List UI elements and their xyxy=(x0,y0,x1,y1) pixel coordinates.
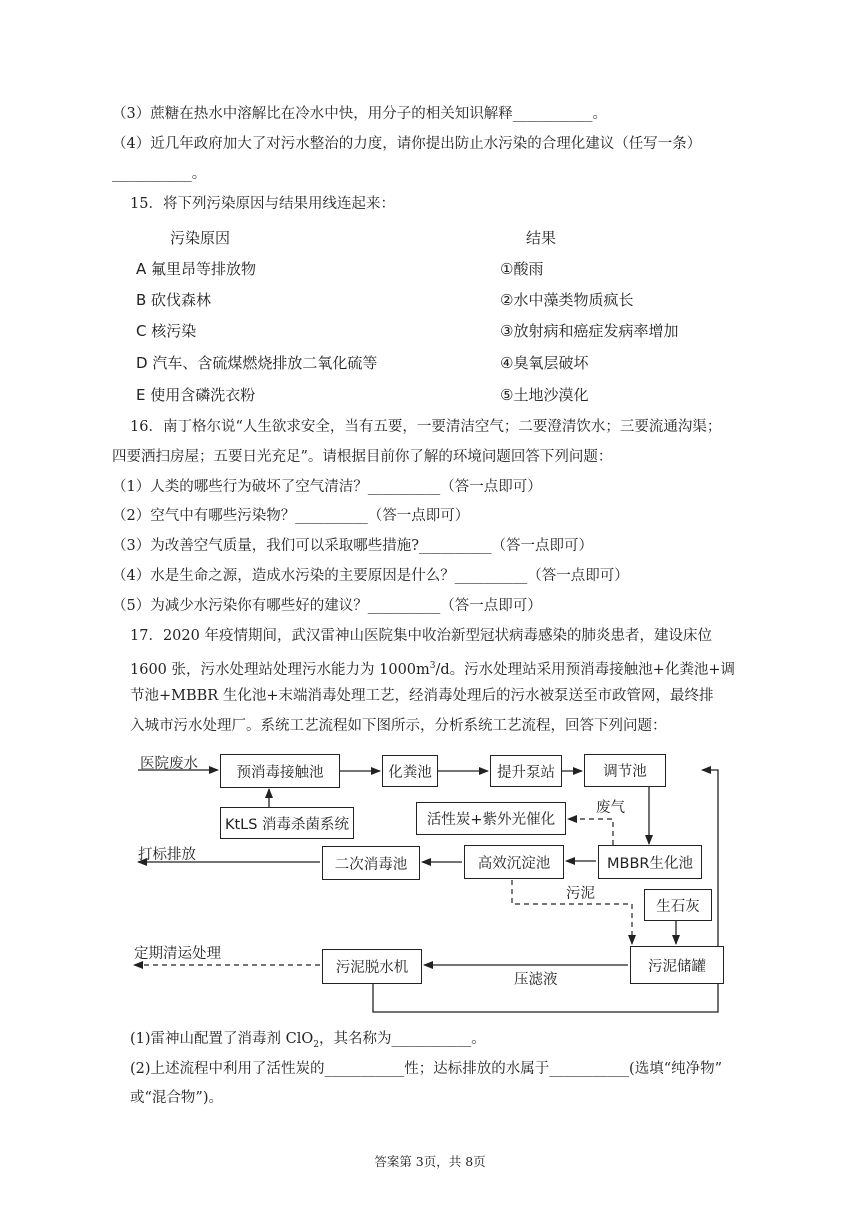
q14-line-3: （3）蔗糖在热水中溶解比在冷水中快，用分子的相关知识解释___________。 xyxy=(112,106,607,122)
q16-line-2: 四要洒扫房屋；五要日光充足”。请根据目前你了解的环境问题回答下列问题： xyxy=(112,449,613,465)
flow-pump-station: 提升泵站 xyxy=(490,755,562,787)
q15-result: ①酸雨 xyxy=(500,260,544,278)
q15-result: ⑤土地沙漠化 xyxy=(500,386,589,404)
q16-item: （5）为减少水污染你有哪些好的建议？__________（答一点即可） xyxy=(112,598,542,614)
page-footer: 答案第 3页，共 8页 xyxy=(374,1154,486,1169)
flow-sludge-label: 污泥 xyxy=(566,886,595,902)
q16-line-1: 16．南丁格尔说“人生欲求安全，当有五要，一要清洁空气；二要澄清饮水；三要流通沟渠； xyxy=(130,419,722,435)
flow-waste-gas-label: 废气 xyxy=(596,800,625,816)
q15-cause: C 核污染 xyxy=(136,322,197,340)
q16-item: （2）空气中有哪些污染物？__________（答一点即可） xyxy=(112,508,470,524)
q17-line-2: 1600 张，污水处理站处理污水能力为 $1000m^3/d$。污水处理站采用预消毒接触池+化粪池+调 xyxy=(130,661,735,678)
flow-mbbr-tank: MBBR生化池 xyxy=(598,845,702,879)
q15-cause: A 氟里昂等排放物 xyxy=(136,260,257,278)
flow-secondary-disinfection: 二次消毒池 xyxy=(322,846,420,880)
q15-cause: D 汽车、含硫煤燃烧排放二氧化硫等 xyxy=(136,354,378,372)
flow-sediment-tank: 高效沉淀池 xyxy=(464,845,564,879)
q17-sub-1: (1)雷神山配置了消毒剂 ClO$_2$，其名称为___________。 xyxy=(130,1031,486,1050)
flow-sludge-dewatering: 污泥脱水机 xyxy=(322,949,422,984)
flow-discharge-label: 打标排放 xyxy=(138,847,196,863)
q15-result: ④臭氧层破坏 xyxy=(500,354,589,372)
flow-filtrate-label: 压滤液 xyxy=(514,972,558,988)
q15-cause: B 砍伐森林 xyxy=(136,291,212,309)
q16-item: （4）水是生命之源，造成水污染的主要原因是什么？__________（答一点即可） xyxy=(112,568,629,584)
q17-line-1: 17．2020 年疫情期间，武汉雷神山医院集中收治新型冠状病毒感染的肺炎患者，建设床位 xyxy=(130,628,712,644)
q16-item: （1）人类的哪些行为破坏了空气清洁？__________（答一点即可） xyxy=(112,479,542,495)
flow-sludge-storage: 污泥储罐 xyxy=(630,946,724,984)
q17-line-3: 节池+MBBR 生化池+末端消毒处理工艺，经消毒处理后的污水被泵送至市政管网，最终排 xyxy=(130,688,714,704)
q15-result: ③放射病和癌症发病率增加 xyxy=(500,322,679,340)
q17-sub-2: (2)上述流程中利用了活性炭的___________性；达标排放的水属于___________(选填“纯净物” xyxy=(130,1061,723,1077)
q15-left-header: 污染原因 xyxy=(170,229,231,247)
q14-line-4: （4）近几年政府加大了对污水整治的力度，请你提出防止水污染的合理化建议（任写一条） xyxy=(112,136,702,152)
q14-line-4-blank: ___________。 xyxy=(112,166,207,182)
q15-cause: E 使用含磷洗衣粉 xyxy=(136,386,256,404)
q15-title: 15．将下列污染原因与结果用线连起来： xyxy=(130,196,395,212)
q16-item: （3）为改善空气质量，我们可以采取哪些措施?__________（答一点即可） xyxy=(112,538,593,554)
q15-right-header: 结果 xyxy=(526,229,557,247)
flow-pre-disinfection-tank: 预消毒接触池 xyxy=(220,754,340,788)
flow-quicklime: 生石灰 xyxy=(644,889,712,921)
q17-sub-2-cont: 或“混合物”)。 xyxy=(130,1090,223,1106)
flow-adjust-tank: 调节池 xyxy=(584,754,666,787)
q17-line-4: 入城市污水处理厂。系统工艺流程如下图所示，分析系统工艺流程，回答下列问题： xyxy=(130,718,667,734)
q15-result: ②水中藻类物质疯长 xyxy=(500,291,634,309)
flow-input-label: 医院废水 xyxy=(140,756,198,772)
flow-ktls-system: KtLS 消毒杀菌系统 xyxy=(220,807,354,839)
flow-regular-removal-label: 定期清运处理 xyxy=(134,946,221,962)
flow-septic-tank: 化粪池 xyxy=(382,755,438,787)
flow-activated-carbon: 活性炭+紫外光催化 xyxy=(416,802,566,835)
